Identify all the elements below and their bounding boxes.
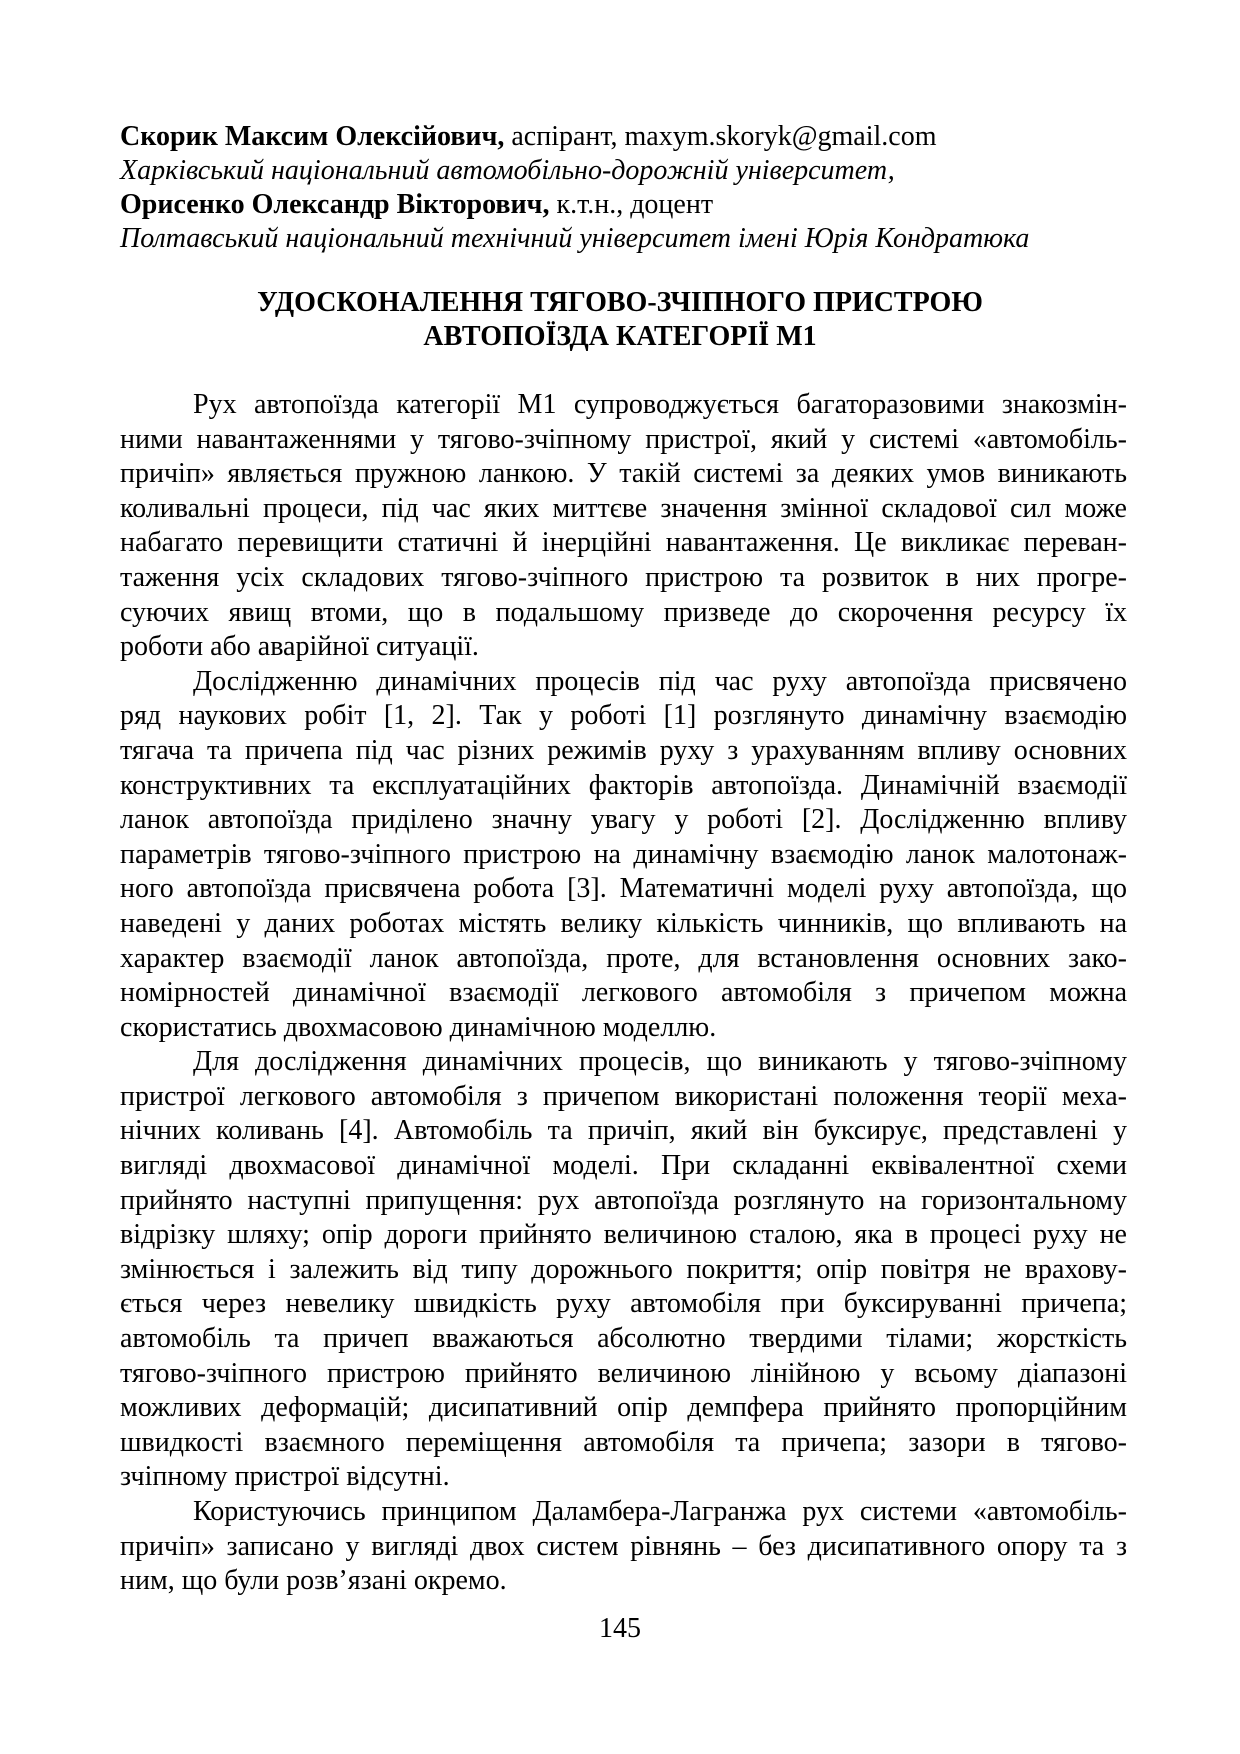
author-line-1 xyxy=(120,120,1130,154)
text-line: причіп» являється пружною ланкою. У такій системі за деяких умов виникають xyxy=(120,458,1127,490)
text-line: тягово-зчіпного пристрою прийнято величиною лінійною у всьому діапазоні xyxy=(120,1357,1127,1389)
paragraph xyxy=(120,1495,1127,1599)
text-line: набагато перевищити статичні й інерційні навантаження. Це викликає переван- xyxy=(120,527,1127,559)
text-line: конструктивних та експлуатаційних факторів автопоїзда. Динамічній взаємодії xyxy=(120,769,1127,801)
text-line: ним, що були розв’язані окремо. xyxy=(120,1565,507,1597)
text-line: характер взаємодії ланок автопоїзда, проте, для встановлення основних зако- xyxy=(120,942,1127,974)
text-line: параметрів тягово-зчіпного пристрою на динамічну взаємодію ланок малотонаж- xyxy=(120,838,1127,870)
text-line: роботи або аварійної ситуації. xyxy=(120,631,479,663)
authors-block xyxy=(120,120,1130,256)
text-line: нічних коливань [4]. Автомобіль та причіп, який він буксирує, представлені у xyxy=(120,1115,1127,1147)
text-line: таження усіх складових тягово-зчіпного пристрою та розвиток в них прогре- xyxy=(120,561,1127,593)
text-line: суючих явищ втоми, що в подальшому призведе до скорочення ресурсу їх xyxy=(120,596,1127,628)
text-line: скористатись двохмасовою динамічною моделлю. xyxy=(120,1011,717,1043)
text-line: пристрої легкового автомобіля з причепом використані положення теорії меха- xyxy=(120,1080,1127,1112)
author-name: Скорик Максим Олексійович, xyxy=(120,121,505,152)
author-name: Орисенко Олександр Вікторович, xyxy=(120,189,550,220)
paragraph xyxy=(120,388,1127,665)
title-line: УДОСКОНАЛЕННЯ ТЯГОВО-ЗЧІПНОГО ПРИСТРОЮ xyxy=(257,287,983,318)
author-affiliation: Полтавський національний технічний університет імені Юрія Кондратюка xyxy=(120,223,1030,254)
title-line: АВТОПОЇЗДА КАТЕГОРІЇ М1 xyxy=(423,321,817,352)
author-line-2 xyxy=(120,188,1130,222)
text-line: змінюється і залежить від типу дорожнього покриття; опір повітря не врахову- xyxy=(120,1253,1127,1285)
text-line: наведені у даних роботах містять велику кількість чинників, що впливають на xyxy=(120,907,1127,939)
article-body xyxy=(120,388,1127,1599)
text-line: відрізку шляху; опір дороги прийнято величиною сталою, яка в процесі руху не xyxy=(120,1219,1127,1251)
text-line: ряд наукових робіт [1, 2]. Так у роботі [1] розглянуто динамічну взаємодію xyxy=(120,700,1127,732)
text-line: Для дослідження динамічних процесів, що виникають у тягово-зчіпному xyxy=(193,1046,1127,1078)
paragraph xyxy=(120,1045,1127,1495)
text-line: Дослідженню динамічних процесів під час руху автопоїзда присвячено xyxy=(193,665,1127,697)
text-line: коливальні процеси, під час яких миттєве значення змінної складової сил може xyxy=(120,492,1127,524)
text-line: можливих деформацій; дисипативний опір демпфера прийнято пропорційним xyxy=(120,1392,1127,1424)
text-line: причіп» записано у вигляді двох систем рівнянь – без дисипативного опору та з xyxy=(120,1530,1127,1562)
text-line: ється через невелику швидкість руху автомобіля при буксируванні причепа; xyxy=(120,1288,1127,1320)
author-details: аспірант, maxym.skoryk@gmail.com xyxy=(504,121,937,152)
text-line: тягача та причепа під час різних режимів руху з урахуванням впливу основних xyxy=(120,734,1127,766)
author-details: к.т.н., доцент xyxy=(549,189,714,220)
paragraph xyxy=(120,665,1127,1046)
text-line: вигляді двохмасової динамічної моделі. При складанні еквівалентної схеми xyxy=(120,1150,1127,1182)
text-line: ланок автопоїзда приділено значну увагу у роботі [2]. Дослідженню впливу xyxy=(120,804,1127,836)
author-affiliation: Харківський національний автомобільно-дорожній університет, xyxy=(120,155,895,186)
text-line: ними навантаженнями у тягово-зчіпному пристрої, який у системі «автомобіль- xyxy=(120,423,1127,455)
page-number: 145 xyxy=(599,1613,641,1644)
article-title xyxy=(0,286,1240,354)
text-line: ного автопоїзда присвячена робота [3]. Математичні моделі руху автопоїзда, що xyxy=(120,873,1127,905)
text-line: Користуючись принципом Даламбера-Лагранжа рух системи «автомобіль- xyxy=(193,1496,1127,1527)
text-line: зчіпному пристрої відсутні. xyxy=(120,1461,450,1493)
text-line: номірностей динамічної взаємодії легкового автомобіля з причепом можна xyxy=(120,977,1127,1009)
text-line: автомобіль та причеп вважаються абсолютно твердими тілами; жорсткість xyxy=(120,1323,1127,1355)
text-line: швидкості взаємного переміщення автомобіля та причепа; зазори в тягово- xyxy=(120,1426,1127,1458)
text-line: прийнято наступні припущення: рух автопоїзда розглянуто на горизонтальному xyxy=(120,1184,1127,1216)
text-line: Рух автопоїзда категорії М1 супроводжується багаторазовими знакозмін- xyxy=(193,389,1127,420)
